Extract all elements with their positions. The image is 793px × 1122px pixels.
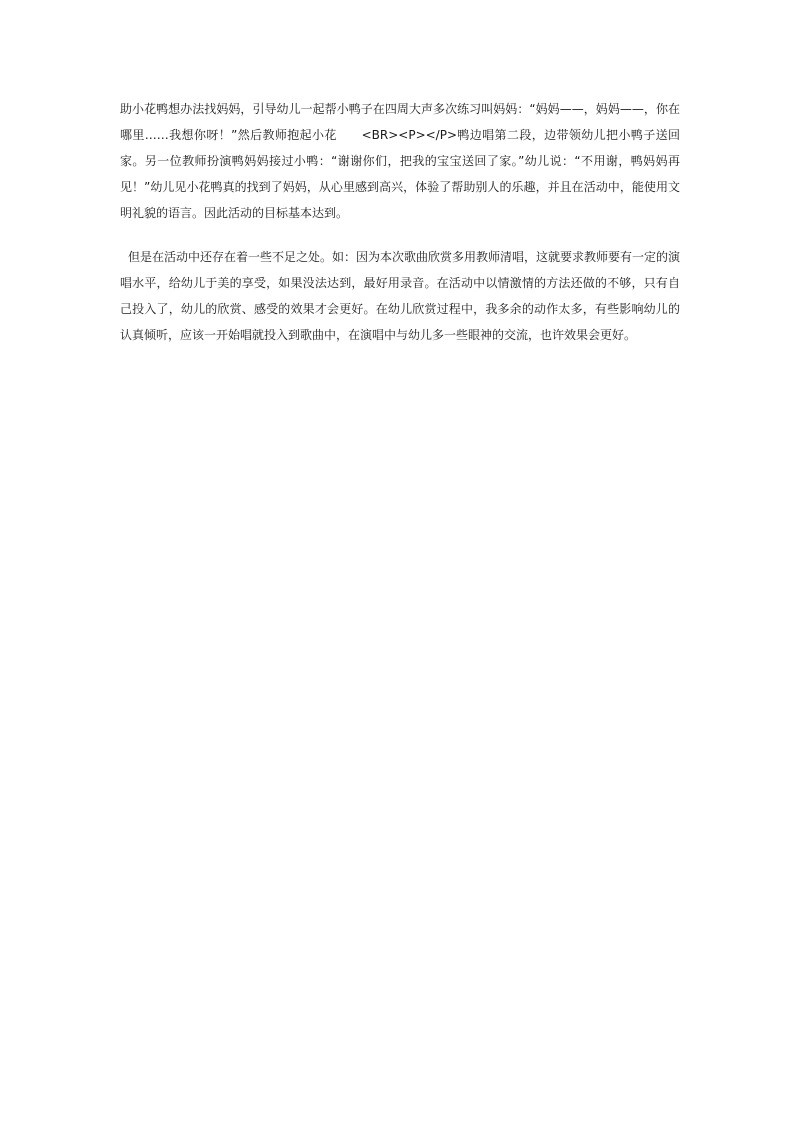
document-body — [120, 96, 680, 348]
paragraph-2: 但是在活动中还存在着一些不足之处。如：因为本次歌曲欣赏多用教师清唱，这就要求教师要有一定的演唱水平，给幼儿于美的享受，如果没法达到，最好用录音。在活动中以情激情的方法还做的不够，只有自己投入了，幼儿的欣赏、感受的效果才会更好。在幼儿欣赏过程中，我多余的动作太多，有些影响幼儿的认真倾听，应该一开始唱就投入到歌曲中，在演唱中与幼儿多一些眼神的交流，也许效果会更好。 — [120, 250, 681, 342]
paragraph-1: 助小花鸭想办法找妈妈，引导幼儿一起帮小鸭子在四周大声多次练习叫妈妈：“妈妈——，妈妈——，你在哪里……我想你呀！”然后教师抱起小花 <BR><P></P>鸭边唱第二段，边带领幼儿把小鸭子送回家。另一位教师扮演鸭妈妈接过小鸭：“谢谢你们，把我的宝宝送回了家。”幼儿说：“不用谢，鸭妈妈再见！”幼儿见小花鸭真的找到了妈妈，从心里感到高兴，体验了帮助别人的乐趣，并且在活动中，能使用文明礼貌的语言。因此活动的目标基本达到。 — [120, 102, 680, 220]
